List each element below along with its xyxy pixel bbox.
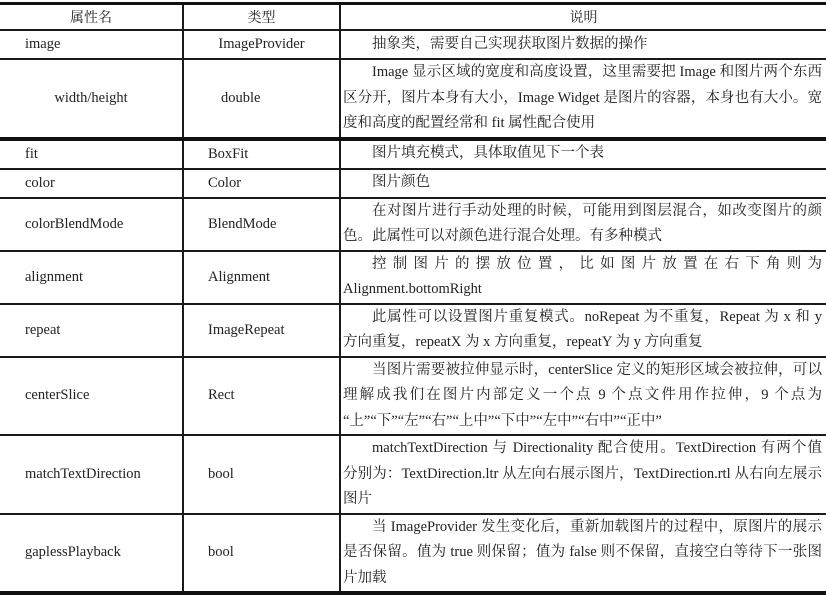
table-row — [0, 251, 826, 304]
table-row — [0, 198, 826, 251]
table-row — [0, 139, 826, 169]
property-name: matchTextDirection — [0, 435, 183, 514]
property-type: ImageProvider — [183, 30, 340, 59]
image-properties-table — [0, 2, 826, 595]
property-description: matchTextDirection 与 Directionality 配合使用。TextDirection 有两个值分别为：TextDirection.ltr 从左向右展示图片，TextDirection.rtl 从右向左展示图片 — [340, 435, 826, 514]
property-name: centerSlice — [0, 357, 183, 436]
table-row — [0, 357, 826, 436]
property-type: bool — [183, 435, 340, 514]
property-description: 控制图片的摆放位置，比如图片放置在右下角则为 Alignment.bottomRight — [340, 251, 826, 304]
property-type: Alignment — [183, 251, 340, 304]
property-description: 此属性可以设置图片重复模式。noRepeat 为不重复，Repeat 为 x 和 y 方向重复，repeatX 为 x 方向重复，repeatY 为 y 方向重复 — [340, 304, 826, 357]
property-type: ImageRepeat — [183, 304, 340, 357]
property-type: Rect — [183, 357, 340, 436]
property-description: 在对图片进行手动处理的时候，可能用到图层混合，如改变图片的颜色。此属性可以对颜色进行混合处理。有多种模式 — [340, 198, 826, 251]
table-row — [0, 169, 826, 198]
property-name: gaplessPlayback — [0, 514, 183, 594]
property-name: fit — [0, 139, 183, 169]
property-description: 图片颜色 — [340, 169, 826, 198]
property-type: bool — [183, 514, 340, 594]
header-type: 类型 — [183, 4, 340, 31]
property-description: Image 显示区域的宽度和高度设置，这里需要把 Image 和图片两个东西区分开，图片本身有大小，Image Widget 是图片的容器，本身也有大小。宽度和高度的配置经常和 fit 属性配合使用 — [340, 59, 826, 139]
property-type: Color — [183, 169, 340, 198]
property-name: alignment — [0, 251, 183, 304]
property-name: image — [0, 30, 183, 59]
property-description: 当 ImageProvider 发生变化后，重新加载图片的过程中，原图片的展示是否保留。值为 true 则保留；值为 false 则不保留，直接空白等待下一张图片加载 — [340, 514, 826, 594]
property-description: 当图片需要被拉伸显示时，centerSlice 定义的矩形区域会被拉伸，可以理解成我们在图片内部定义一个点 9 个点文件用作拉伸，9 个点为 “上”“下”“左”“右”“上中”“下中”“左中”“右中”“正中” — [340, 357, 826, 436]
table-row — [0, 514, 826, 594]
property-description: 抽象类，需要自己实现获取图片数据的操作 — [340, 30, 826, 59]
header-description: 说明 — [340, 4, 826, 31]
property-name: color — [0, 169, 183, 198]
property-type: double — [183, 59, 340, 139]
table-row — [0, 435, 826, 514]
table-row — [0, 30, 826, 59]
property-type: BlendMode — [183, 198, 340, 251]
property-name: width/height — [0, 59, 183, 139]
property-type: BoxFit — [183, 139, 340, 169]
header-property-name: 属性名 — [0, 4, 183, 31]
table-row — [0, 304, 826, 357]
property-name: colorBlendMode — [0, 198, 183, 251]
property-name: repeat — [0, 304, 183, 357]
table-row — [0, 59, 826, 139]
header-row — [0, 4, 826, 31]
property-description: 图片填充模式，具体取值见下一个表 — [340, 139, 826, 169]
